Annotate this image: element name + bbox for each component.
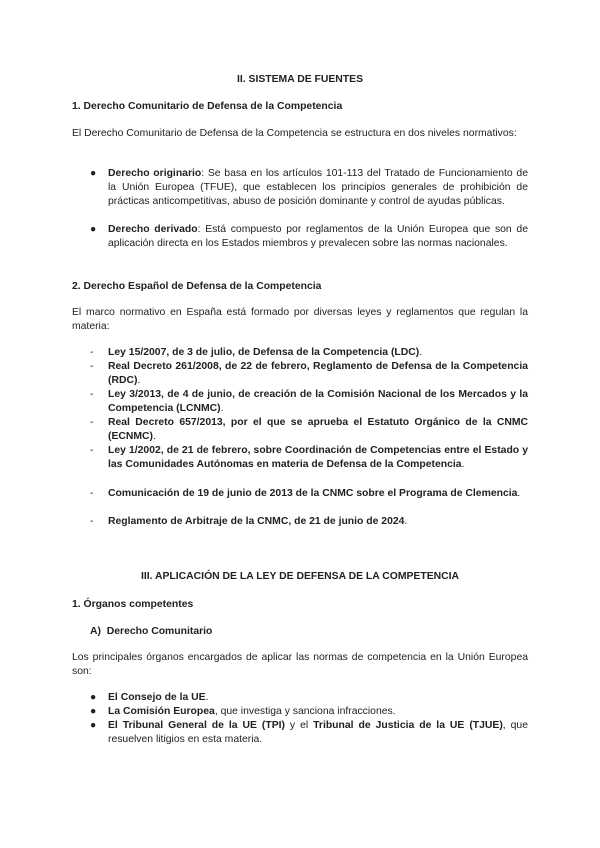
item-bold-text: El Consejo de la UE — [108, 692, 206, 703]
item-text: , que investiga y sanciona infracciones. — [214, 706, 396, 717]
bullet-dot: ● — [90, 224, 97, 235]
intro-organos: Los principales órganos encargados de aplicar las normas de competencia en la Unión Europea son: — [72, 652, 528, 677]
bullet-dash: - — [90, 389, 94, 400]
item-end: . — [153, 431, 156, 442]
item-text: . — [205, 692, 209, 703]
subheading-derecho-comunitario: A) Derecho Comunitario — [90, 626, 213, 637]
bullet-dash: - — [90, 417, 94, 428]
intro-derecho-comunitario: El Derecho Comunitario de Defensa de la Competencia se estructura en dos niveles normativos: — [72, 128, 517, 139]
heading-derecho-espanol: 2. Derecho Español de Defensa de la Competencia — [72, 281, 322, 292]
item-bold-text: Real Decreto 261/2008, de 22 de febrero, Reglamento de Defensa de la Competencia (RDC) — [108, 361, 528, 386]
list-item-tribunales — [108, 719, 528, 747]
item-bold-text: Derecho originario — [108, 168, 202, 179]
list-item-derecho-originario — [108, 167, 528, 209]
section-iii-title: III. APLICACIÓN DE LA LEY DE DEFENSA DE LA COMPETENCIA — [140, 571, 460, 582]
item-bold-text-2: Tribunal de Justicia de la UE (TJUE) — [313, 720, 503, 731]
intro-derecho-espanol: El marco normativo en España está formado por diversas leyes y reglamentos que regulan la materia: — [72, 307, 528, 332]
bullet-dash: - — [90, 516, 94, 527]
bullet-dash: - — [90, 347, 94, 358]
bullet-dash: - — [90, 488, 94, 499]
bullet-dot: ● — [90, 720, 97, 731]
bullet-dash: - — [90, 361, 94, 372]
item-end: . — [419, 347, 423, 358]
list-item-rd-657-2013 — [108, 416, 528, 444]
item-bold-text: El Tribunal General de la UE (TPI) — [108, 720, 285, 731]
item-end: . — [461, 459, 465, 470]
heading-derecho-comunitario: 1. Derecho Comunitario de Defensa de la Competencia — [72, 101, 343, 112]
bullet-dot: ● — [90, 168, 97, 179]
item-bold-text: Ley 3/2013, de 4 de junio, de creación de la Comisión Nacional de los Mercados y la Competencia (LCNMC) — [108, 389, 528, 414]
bullet-dot: ● — [90, 692, 97, 703]
list-item-rd-261-2008 — [108, 360, 528, 388]
item-text: : Se basa en los artículos 101-113 del Tratado de Funcionamiento de la Unión Europea (TFUE), que establecen los principios generales de prohibición de prácticas anticompetitivas, abuso de posición dominante y control de ayudas públicas. — [108, 168, 528, 207]
item-bold-text: Real Decreto 657/2013, por el que se aprueba el Estatuto Orgánico de la CNMC (ECNMC) — [108, 417, 528, 442]
item-end: . — [404, 516, 408, 527]
item-bold-text: Comunicación de 19 de junio de 2013 de la CNMC sobre el Programa de Clemencia — [108, 488, 518, 499]
list-item-derecho-derivado — [108, 223, 528, 251]
item-bold-text: Reglamento de Arbitraje de la CNMC, de 21 de junio de 2024 — [108, 516, 405, 527]
list-item-comision-europea — [108, 705, 528, 719]
section-ii-title: II. SISTEMA DE FUENTES — [236, 74, 364, 85]
item-bold-text: La Comisión Europea — [108, 706, 215, 717]
bullet-dot: ● — [90, 706, 97, 717]
heading-organos-competentes: 1. Órganos competentes — [72, 599, 194, 610]
item-end: . — [137, 375, 141, 386]
list-item-ley-1-2002 — [108, 444, 528, 472]
item-bold-text: Ley 1/2002, de 21 de febrero, sobre Coordinación de Competencias entre el Estado y las Comunidades Autónomas en materia de Defensa de la Competencia — [108, 445, 528, 470]
list-item-ley-15-2007 — [108, 346, 528, 360]
list-item-reglamento-arbitraje — [108, 515, 528, 529]
list-item-ley-3-2013 — [108, 388, 528, 416]
item-text: y el — [284, 720, 314, 731]
item-text-2: , que resuelven litigios en esta materia. — [108, 720, 528, 745]
list-item-comunicacion-clemencia — [108, 487, 528, 501]
item-bold-text: Derecho derivado — [108, 224, 198, 235]
item-bold-text: Ley 15/2007, de 3 de julio, de Defensa de la Competencia (LDC) — [108, 347, 420, 358]
bullet-dash: - — [90, 445, 94, 456]
item-text: : Está compuesto por reglamentos de la Unión Europea que son de aplicación directa en los Estados miembros y prevalecen sobre las normas nacionales. — [108, 224, 528, 249]
item-end: . — [220, 403, 224, 414]
item-end: . — [517, 488, 521, 499]
list-item-consejo-ue — [108, 691, 528, 705]
